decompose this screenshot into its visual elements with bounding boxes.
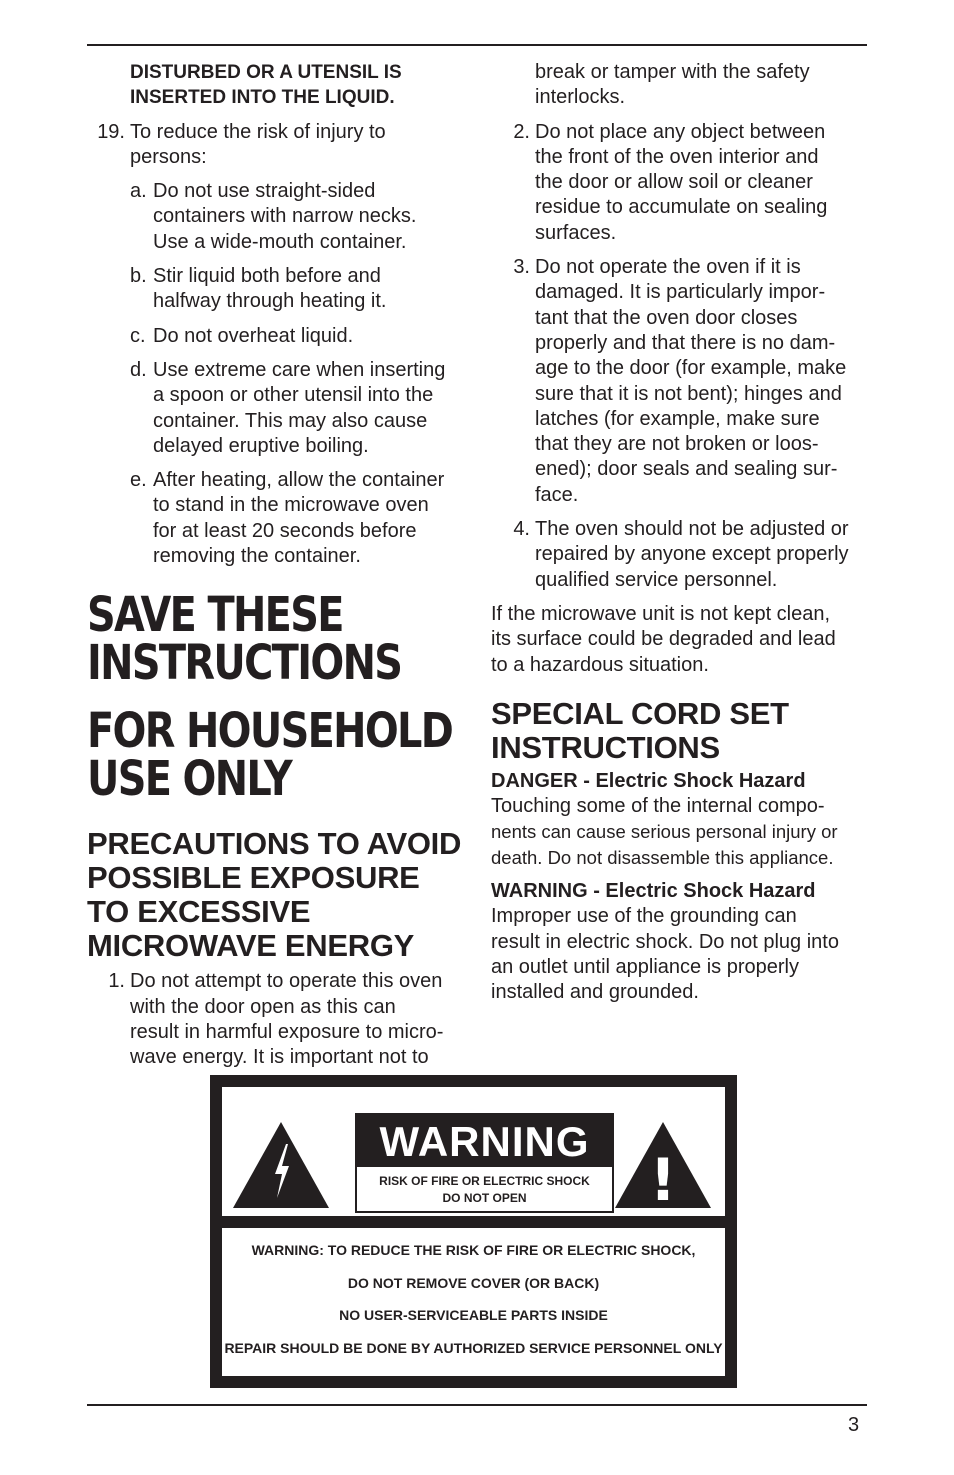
text-line: After heating, allow the container [153, 469, 445, 492]
text-line: interlocks. [535, 86, 626, 109]
text-line: Improper use of the grounding can [491, 905, 797, 928]
text-line: death. Do not disassemble this appliance. [491, 846, 834, 868]
warning-label [210, 1075, 737, 1388]
left-column [87, 60, 472, 1080]
text-line: persons: [130, 145, 207, 168]
text-line: Use a wide-mouth container. [153, 230, 407, 253]
text-line: sure that it is not bent); hinges and [535, 382, 842, 405]
text-line: containers with narrow necks. [153, 205, 417, 228]
text-line: to a hazardous situation. [491, 653, 709, 676]
text-line: Stir liquid both before and [153, 265, 381, 288]
text-line: a spoon or other utensil into the [153, 384, 434, 407]
text-line: age to the door (for example, make [535, 357, 847, 380]
text-line: The oven should not be adjusted or [535, 518, 849, 541]
cord-set-heading [491, 697, 867, 765]
list-item-4 [491, 517, 867, 593]
warning-line: WARNING: TO REDUCE THE RISK OF FIRE OR ELECTRIC SHOCK, [251, 1242, 696, 1258]
text-line: Use extreme care when inserting [153, 358, 446, 381]
text-line: Do not operate the oven if it is [535, 256, 801, 279]
page-number: 3 [848, 1414, 860, 1436]
danger-section [491, 769, 867, 870]
heading-line: INSTRUCTIONS [87, 635, 402, 692]
warning-line: REPAIR SHOULD BE DONE BY AUTHORIZED SERVICE PERSONNEL ONLY [224, 1340, 723, 1356]
item-letter: b. [130, 265, 147, 288]
item-letter: e. [130, 469, 147, 492]
item-number: 19. [97, 120, 125, 143]
heading-line: MICROWAVE ENERGY [87, 928, 415, 964]
heading-line: TO EXCESSIVE [87, 894, 311, 930]
text-line: to stand in the microwave oven [153, 494, 429, 517]
text-line: an outlet until appliance is properly [491, 955, 799, 978]
text-line: DO NOT OPEN [442, 1191, 527, 1205]
text-line: that they are not broken or loos- [535, 433, 819, 456]
warning-word: WARNING [357, 1115, 612, 1167]
sub-item-a [87, 179, 472, 255]
text-line: the front of the oven interior and [535, 145, 819, 168]
text-line: its surface could be degraded and lead [491, 628, 836, 651]
warning-title-panel [355, 1113, 614, 1213]
text-line: nents can cause serious personal injury or [491, 821, 838, 843]
exclamation-warning-icon [615, 1122, 711, 1208]
bottom-rule [87, 1404, 867, 1406]
text-line: removing the container. [153, 545, 361, 568]
text-line: face. [535, 483, 579, 506]
save-instructions-heading [87, 587, 472, 692]
list-item-3 [491, 255, 867, 508]
text-line: container. This may also cause [153, 409, 428, 432]
heading-line: INSTRUCTIONS [491, 729, 720, 765]
item-number: 4. [513, 518, 530, 541]
warning-line: NO USER-SERVICEABLE PARTS INSIDE [339, 1307, 608, 1323]
item-letter: c. [130, 324, 146, 347]
sub-item-e [87, 468, 472, 569]
list-item-19 [87, 120, 472, 171]
heading-line: POSSIBLE EXPOSURE [87, 860, 420, 896]
warning-subtitle [357, 1173, 612, 1207]
text-line: break or tamper with the safety [535, 61, 810, 83]
warning-label-bottom [222, 1228, 725, 1376]
text-line: qualified service personnel. [535, 568, 778, 591]
warning-line: DO NOT REMOVE COVER (OR BACK) [347, 1275, 600, 1291]
list-item-1 [87, 969, 472, 1070]
top-rule [87, 44, 867, 46]
text-line: Do not place any object between [535, 120, 826, 143]
item-number: 3. [513, 256, 530, 279]
text-line: properly and that there is no dam- [535, 331, 836, 354]
sub-item-d [87, 358, 472, 459]
heading-line: USE ONLY [87, 751, 292, 808]
danger-title: DANGER - Electric Shock Hazard [491, 769, 806, 792]
item-1-continued [491, 60, 867, 111]
text-line: the door or allow soil or cleaner [535, 171, 813, 194]
text-line: result in harmful exposure to micro- [130, 1020, 444, 1043]
item-number: 2. [513, 120, 530, 143]
item-number: 1. [108, 970, 125, 993]
item-letter: a. [130, 180, 147, 203]
text-line: If the microwave unit is not kept clean, [491, 602, 831, 625]
text-line: with the door open as this can [130, 995, 396, 1018]
text-line: INSERTED INTO THE LIQUID. [130, 87, 395, 109]
heading-line: PRECAUTIONS TO AVOID [87, 826, 462, 862]
exclamation-mark: ! [649, 1146, 677, 1208]
sub-item-c [87, 324, 472, 349]
text-line: RISK OF FIRE OR ELECTRIC SHOCK [379, 1174, 590, 1188]
item-letter: d. [130, 358, 147, 381]
text-line: result in electric shock. Do not plug into [491, 930, 839, 953]
warning-section [491, 879, 867, 1005]
household-use-heading [87, 703, 472, 808]
text-line: installed and grounded. [491, 981, 699, 1004]
text-line: residue to accumulate on sealing [535, 196, 828, 219]
text-line: tant that the oven door closes [535, 306, 798, 329]
warning-title: WARNING - Electric Shock Hazard [491, 880, 816, 903]
sub-item-b [87, 264, 472, 315]
text-line: damaged. It is particularly impor- [535, 281, 826, 304]
heading-line: SAVE THESE [87, 587, 343, 644]
text-line: DISTURBED OR A UTENSIL IS [130, 62, 402, 83]
text-line: for at least 20 seconds before [153, 519, 417, 542]
text-line: wave energy. It is important not to [130, 1046, 429, 1069]
warning-label-top [222, 1087, 725, 1216]
cleanliness-paragraph [491, 602, 867, 678]
right-column [491, 60, 867, 1006]
text-line: surfaces. [535, 221, 617, 244]
continued-warning [87, 60, 472, 111]
text-line: Do not attempt to operate this oven [130, 970, 443, 993]
list-item-2 [491, 120, 867, 246]
text-line: repaired by anyone except properly [535, 543, 849, 566]
text-line: latches (for example, make sure [535, 407, 820, 430]
heading-line: SPECIAL CORD SET [491, 695, 789, 731]
text-line: delayed eruptive boiling. [153, 434, 369, 457]
text-line: halfway through heating it. [153, 290, 387, 313]
heading-line: FOR HOUSEHOLD [87, 703, 453, 760]
precautions-heading [87, 827, 472, 963]
text-line: Touching some of the internal compo- [491, 795, 825, 818]
text-line: To reduce the risk of injury to [130, 120, 386, 143]
text-line: ened); door seals and sealing sur- [535, 458, 838, 481]
lightning-warning-icon [233, 1122, 329, 1208]
text-line: Do not use straight-sided [153, 180, 376, 203]
text-line: Do not overheat liquid. [153, 324, 354, 347]
